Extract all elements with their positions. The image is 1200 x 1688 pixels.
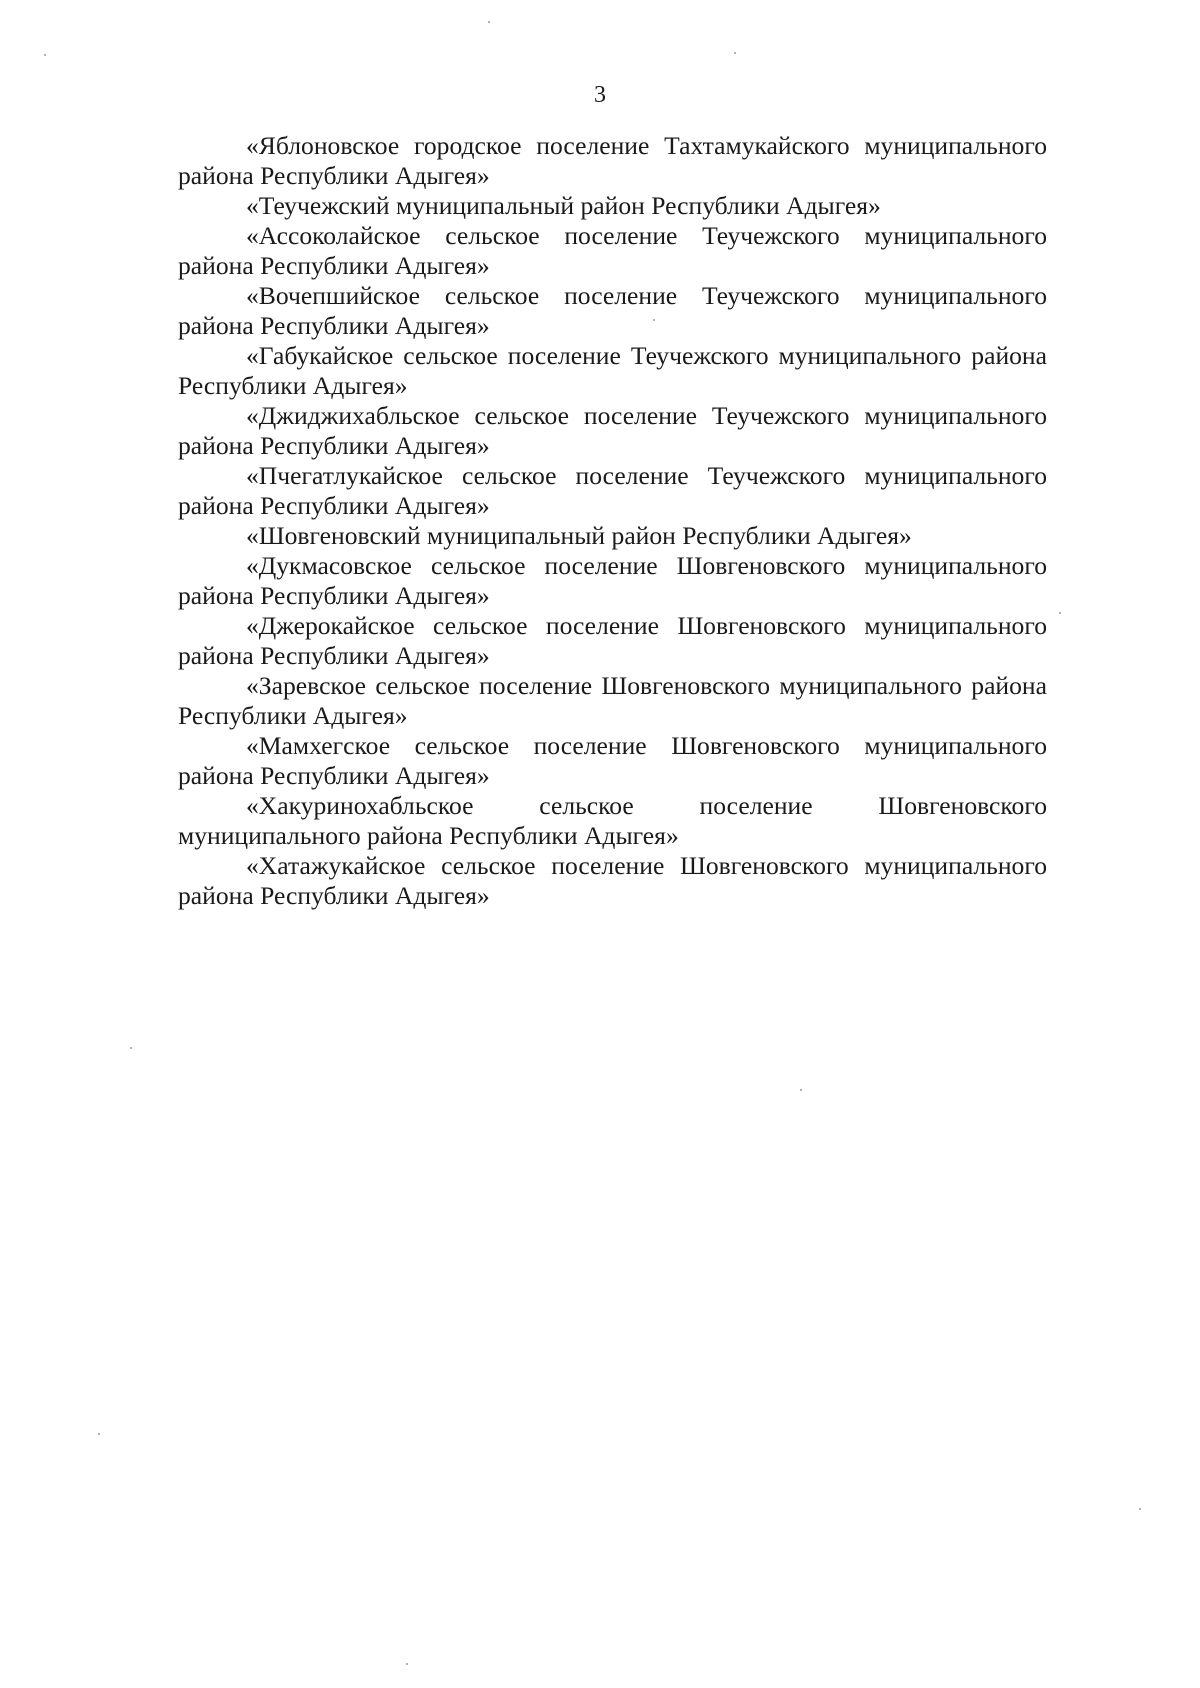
list-item: «Мамхегское сельское поселение Шовгеновского муниципального района Республики Адыгея»: [178, 731, 1047, 790]
list-item: «Вочепшийское сельское поселение Теучежского муниципального района Республики Адыгея»: [178, 281, 1047, 340]
list-item: «Ассоколайское сельское поселение Теучежского муниципального района Республики Адыгея»: [178, 221, 1047, 280]
list-item: «Теучежский муниципальный район Республики Адыгея»: [246, 191, 881, 220]
scan-speck: [653, 319, 655, 321]
scan-speck: [130, 1047, 132, 1049]
scan-speck: [44, 54, 46, 56]
list-item: «Пчегатлукайское сельское поселение Теучежского муниципального района Республики Адыгея»: [178, 461, 1047, 520]
scan-speck: [734, 52, 736, 54]
list-item: «Яблоновское городское поселение Тахтамукайского муниципального района Республики Адыгея»: [178, 131, 1047, 190]
scan-speck: [406, 1663, 408, 1665]
municipality-list: [178, 131, 1047, 911]
list-item: «Заревское сельское поселение Шовгеновского муниципального района Республики Адыгея»: [178, 671, 1047, 730]
list-item: «Хатажукайское сельское поселение Шовгеновского муниципального района Республики Адыгея»: [178, 851, 1047, 910]
scan-speck: [1059, 612, 1061, 614]
scan-speck: [488, 21, 490, 23]
scan-speck: [1139, 1508, 1141, 1510]
list-item: «Дукмасовское сельское поселение Шовгеновского муниципального района Республики Адыгея»: [178, 551, 1047, 610]
list-item: «Габукайское сельское поселение Теучежского муниципального района Республики Адыгея»: [178, 341, 1047, 400]
scan-speck: [800, 1089, 802, 1091]
page-number: 3: [594, 82, 606, 108]
list-item: «Джерокайское сельское поселение Шовгеновского муниципального района Республики Адыгея»: [178, 611, 1047, 670]
list-item: «Джиджихабльское сельское поселение Теучежского муниципального района Республики Адыгея»: [178, 401, 1047, 460]
list-item: «Хакуринохабльское сельское поселение Шовгеновского муниципального района Республики Адыгея»: [178, 791, 1047, 850]
scan-speck: [98, 1433, 100, 1435]
list-item: «Шовгеновский муниципальный район Республики Адыгея»: [246, 521, 912, 550]
